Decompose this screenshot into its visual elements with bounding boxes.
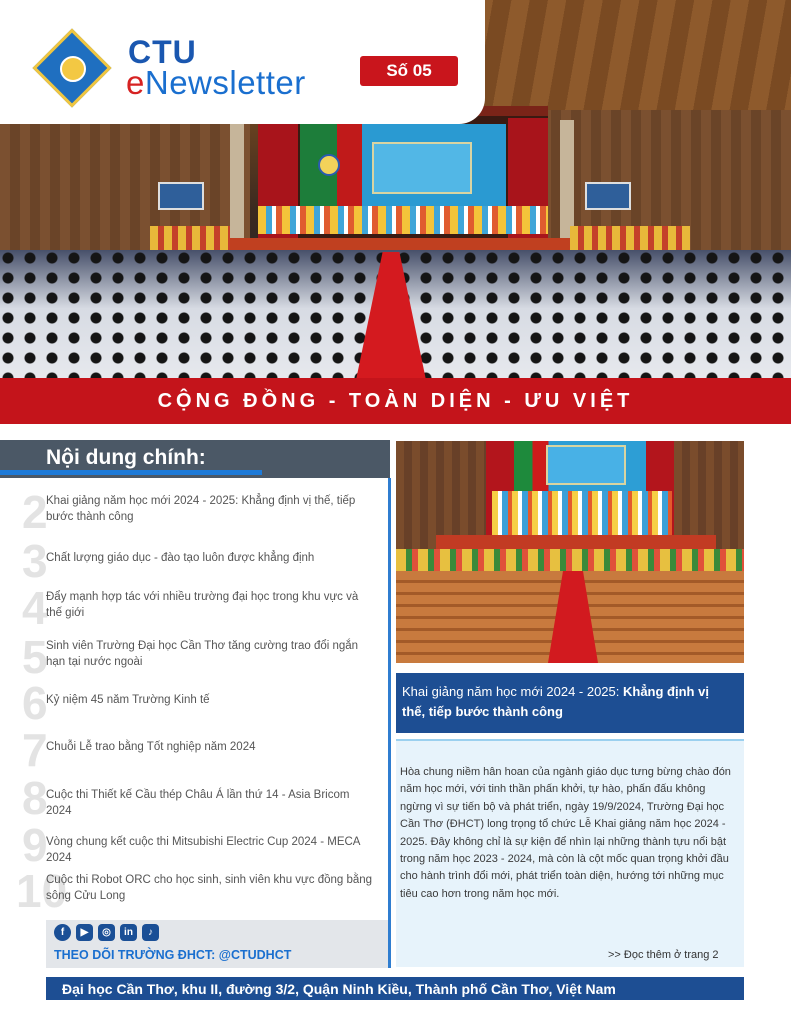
article-photo [396,441,744,663]
slogan-banner: CỘNG ĐỒNG - TOÀN DIỆN - ƯU VIỆT [0,378,791,424]
toc-page-number: 2 [22,486,48,538]
toc-item-text[interactable]: Chất lượng giáo dục - đào tạo luôn được khẳng định [46,552,315,564]
hero-pillar [230,120,244,250]
toc-item[interactable] [0,772,388,825]
hero-performers [258,206,548,234]
article-body: Hòa chung niềm hân hoan của ngành giáo dục tưng bừng chào đón năm học mới, với tinh thần phấn khởi, tự hào, phấn đấu không ngừng vì sự tiến bộ và phát triển, ngày 19/9/2024, Trường Đại học Cần Thơ (ĐHCT) long trọng tổ chức Lễ Khai giảng năm học 2024 - 2025. Đây không chỉ là sự kiện để nhìn lại những thành tựu nổi bật trong năm học 2023 - 2024, mà còn là cột mốc quan trọng khởi đầu cho hành trình đổi mới, phát triển toàn diện, hướng tới những mục tiêu cao hơn trong năm học mới. [400,766,731,900]
toc-header-accent [0,470,262,475]
follow-handle[interactable]: THEO DÕI TRƯỜNG ĐHCT: @CTUDHCT [54,948,292,962]
toc-page-number: 3 [22,535,48,587]
brand-e: e [126,64,145,101]
toc-item-text[interactable]: Kỷ niệm 45 năm Trường Kinh tế [46,694,210,706]
toc-page-number: 8 [22,772,48,824]
brand-ctu: CTU [128,34,197,70]
footer-address: Đại học Cần Thơ, khu II, đường 3/2, Quận Ninh Kiều, Thành phố Cần Thơ, Việt Nam [46,977,744,1000]
toc-page-number: 10 [16,865,68,917]
brand-newsletter: Newsletter [144,64,306,101]
photo-flowers [396,549,744,571]
issue-badge: Số 05 [360,56,458,86]
linkedin-icon[interactable]: in [120,924,137,941]
toc-page-number: 6 [22,677,48,729]
hero-stage-screen [372,142,472,194]
toc-item-text[interactable]: Cuộc thi Thiết kế Cầu thép Châu Á lần thứ 14 - Asia Bricom 2024 [46,789,350,817]
column-divider [388,478,391,968]
toc-page-number: 7 [22,724,48,776]
instagram-icon[interactable]: ◎ [98,924,115,941]
hero-flowers-right [570,226,690,250]
hero-side-screen [158,182,204,210]
social-icons [54,924,159,941]
hero-side-screen [585,182,631,210]
toc-item[interactable] [0,677,388,730]
toc-title: Nội dung chính: [46,446,206,469]
toc-item-text[interactable]: Đẩy mạnh hợp tác với nhiều trường đại học trong khu vực và thế giới [46,591,359,619]
masthead [0,0,485,124]
photo-performers [492,491,672,535]
logo-emblem-icon [60,56,86,82]
brand-enewsletter [126,66,306,99]
hero-emblem [318,154,340,176]
toc-item-text[interactable]: Vòng chung kết cuộc thi Mitsubishi Electric Cup 2024 - MECA 2024 [46,836,360,864]
toc-item[interactable] [0,631,388,684]
hero-flowers-left [150,226,230,250]
toc-item[interactable] [0,865,388,918]
article-title-bold: Khẳng định vị thế, tiếp bước thành công [402,684,709,719]
article-title-plain: Khai giảng năm học mới 2024 - 2025: [402,684,623,699]
toc-page-number: 9 [22,819,48,871]
toc-item-text[interactable]: Cuộc thi Robot ORC cho học sinh, sinh viên khu vực đồng bằng sông Cửu Long [46,874,373,902]
facebook-icon[interactable]: f [54,924,71,941]
toc-item[interactable] [0,486,388,539]
youtube-icon[interactable]: ▶ [76,924,93,941]
toc-page-number: 4 [22,582,48,634]
toc-item-text[interactable]: Sinh viên Trường Đại học Cần Thơ tăng cường trao đổi ngắn hạn tại nước ngoài [46,640,359,668]
tiktok-icon[interactable]: ♪ [142,924,159,941]
photo-stage-screen [546,445,626,485]
toc-item-text[interactable]: Chuỗi Lễ trao bằng Tốt nghiệp năm 2024 [46,741,256,753]
toc-item[interactable] [0,724,388,777]
article-title[interactable] [396,673,744,733]
toc-item[interactable] [0,582,388,635]
toc-page-number: 5 [22,631,48,683]
toc-item-text[interactable]: Khai giảng năm học mới 2024 - 2025: Khẳng định vị thế, tiếp bước thành công [46,495,356,523]
toc-item[interactable] [0,535,388,588]
read-more-link[interactable]: >> Đọc thêm ở trang 2 [608,949,719,961]
